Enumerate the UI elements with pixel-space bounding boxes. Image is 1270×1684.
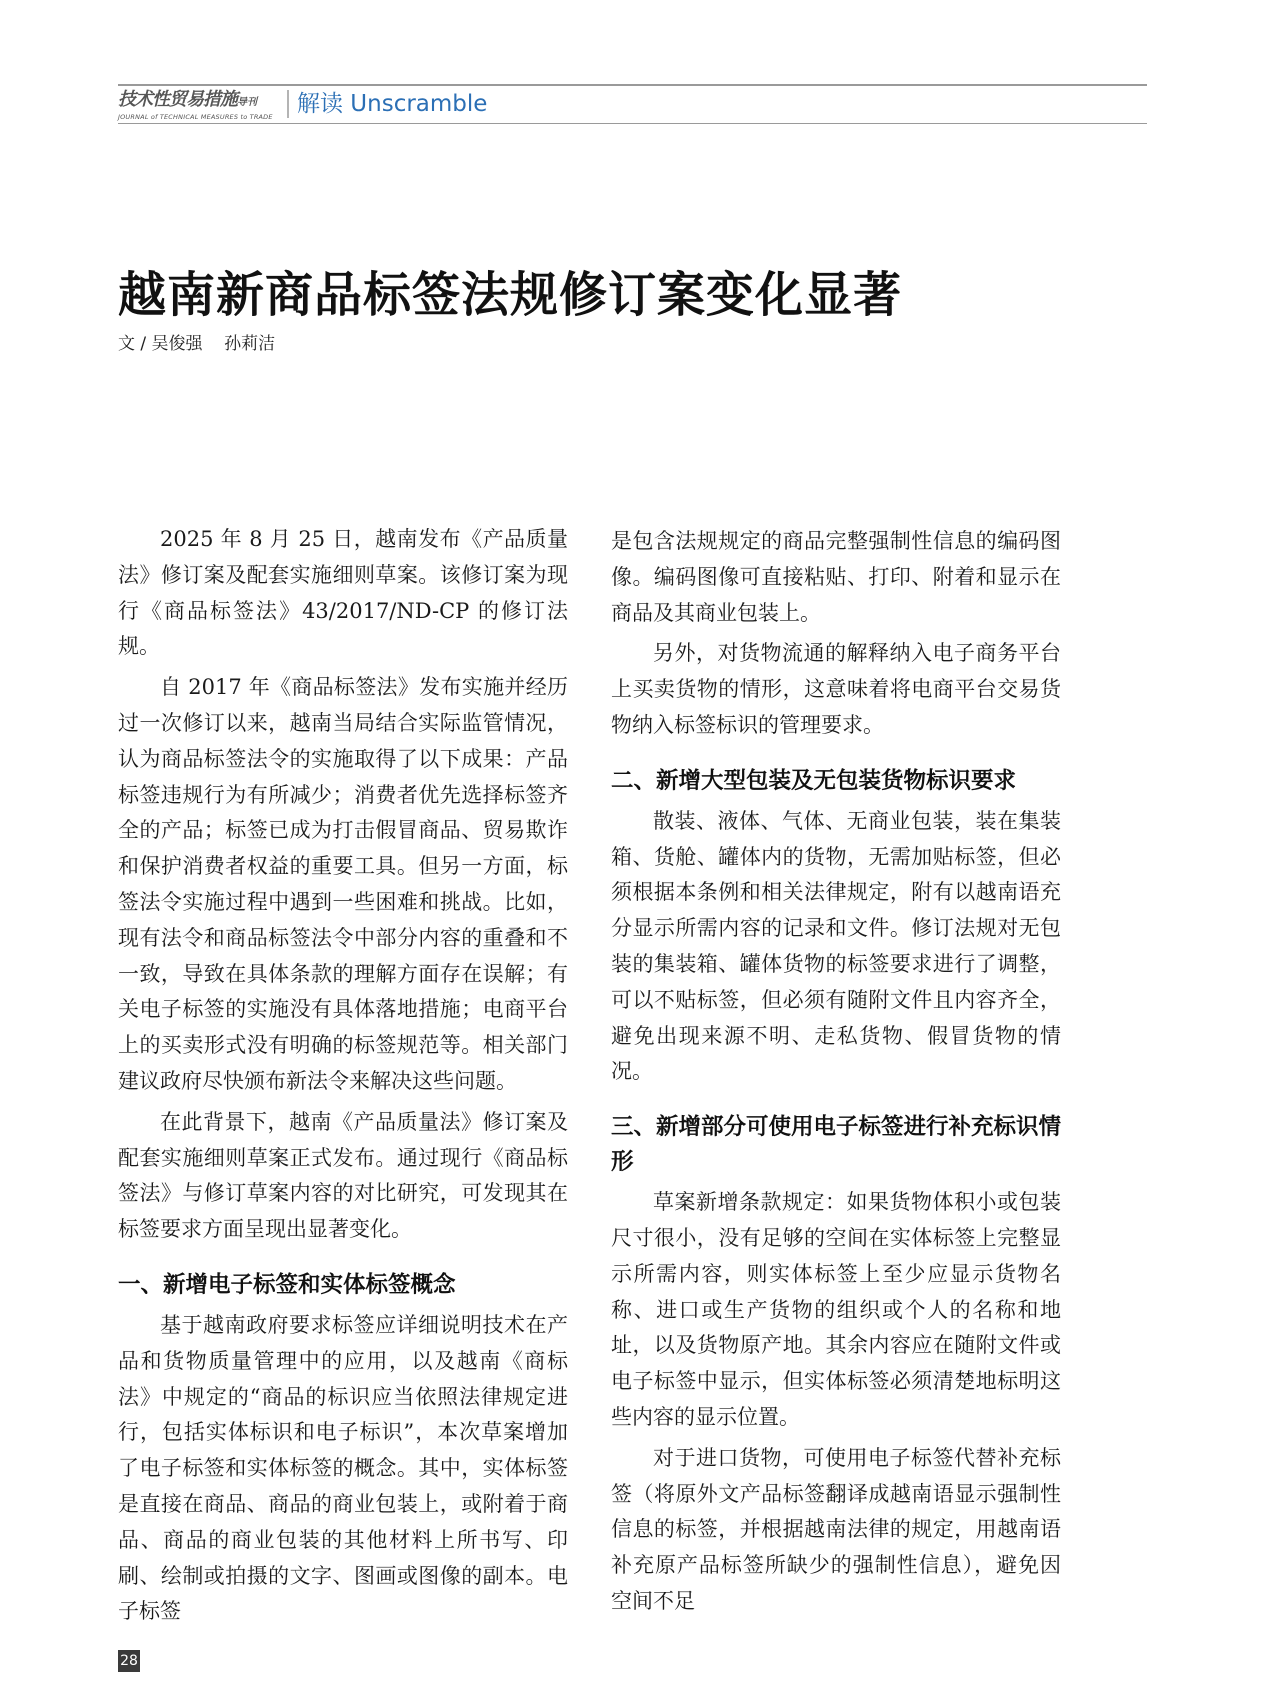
article-byline: 文 / 吴俊强 孙莉洁 [118,334,276,354]
paragraph: 对于进口货物，可使用电子标签代替补充标签（将原外文产品标签翻译成越南语显示强制性信息的标签，并根据越南法律的规定，用越南语补充原产品标签所缺少的强制性信息），避免因空间不足 [611,1445,1061,1613]
journal-tag: 导刊 [237,97,257,108]
right-column [611,524,1061,1620]
section-heading: 一、新增电子标签和实体标签概念 [118,1271,456,1298]
paragraph: 散装、液体、气体、无商业包装，装在集装箱、货舱、罐体内的货物，无需加贴标签，但必须根据本条例和相关法律规定，附有以越南语充分显示所需内容的记录和文件。修订法规对无包装的集装箱、罐体货物的标签要求进行了调整，可以不贴标签，但必须有随附文件且内容齐全，避免出现来源不明、走私货物、假冒货物的情况。 [611,808,1061,1084]
paragraph: 2025 年 8 月 25 日，越南发布《产品质量法》修订案及配套实施细则草案。该修订案为现行《商品标签法》43/2017/ND-CP 的修订法规。 [118,527,568,659]
paragraph: 草案新增条款规定：如果货物体积小或包装尺寸很小，没有足够的空间在实体标签上完整显示所需内容，则实体标签上至少应显示货物名称、进口或生产货物的组织或个人的名称和地址，以及货物原产地。其余内容应在随附文件或电子标签中显示，但实体标签必须清楚地标明这些内容的显示位置。 [611,1190,1061,1429]
journal-english-name: JOURNAL of TECHNICAL MEASURES to TRADE [118,113,273,121]
paragraph: 是包含法规规定的商品完整强制性信息的编码图像。编码图像可直接粘贴、打印、附着和显示在商品及其商业包装上。 [611,529,1061,625]
journal-name [118,90,283,113]
page-number: 28 [118,1650,140,1672]
paragraph: 另外，对货物流通的解释纳入电子商务平台上买卖货物的情形，这意味着将电商平台交易货物纳入标签标识的管理要求。 [611,641,1061,737]
paragraph: 基于越南政府要求标签应详细说明技术在产品和货物质量管理中的应用，以及越南《商标法》中规定的“商品的标识应当依照法律规定进行，包括实体标识和电子标识”，本次草案增加了电子标签和实体标签的概念。其中，实体标签是直接在商品、商品的商业包装上，或附着于商品、商品的商业包装的其他材料上所书写、印刷、绘制或拍摄的文字、图画或图像的副本。电子标签 [118,1312,568,1624]
journal-name-text: 技术性贸易措施 [118,89,237,110]
header-bottom-rule [118,123,1147,124]
left-column [118,522,568,1630]
header-separator [287,90,289,118]
section-heading: 二、新增大型包装及无包装货物标识要求 [611,767,1017,794]
section-label: 解读 Unscramble [297,91,488,117]
article-title: 越南新商品标签法规修订案变化显著 [118,267,903,323]
header-top-rule [118,84,1147,86]
journal-logo [118,90,283,122]
section-heading: 三、新增部分可使用电子标签进行补充标识情形 [611,1114,1062,1176]
paragraph: 自 2017 年《商品标签法》发布实施并经历过一次修订以来，越南当局结合实际监管情况，认为商品标签法令的实施取得了以下成果：产品标签违规行为有所减少；消费者优先选择标签齐全的产品；标签已成为打击假冒商品、贸易欺诈和保护消费者权益的重要工具。但另一方面，标签法令实施过程中遇到一些困难和挑战。比如，现有法令和商品标签法令中部分内容的重叠和不一致，导致在具体条款的理解方面存在误解；有关电子标签的实施没有具体落地措施；电商平台上的买卖形式没有明确的标签规范等。相关部门建议政府尽快颁布新法令来解决这些问题。 [118,675,568,1093]
paragraph: 在此背景下，越南《产品质量法》修订案及配套实施细则草案正式发布。通过现行《商品标签法》与修订草案内容的对比研究，可发现其在标签要求方面呈现出显著变化。 [118,1109,568,1242]
